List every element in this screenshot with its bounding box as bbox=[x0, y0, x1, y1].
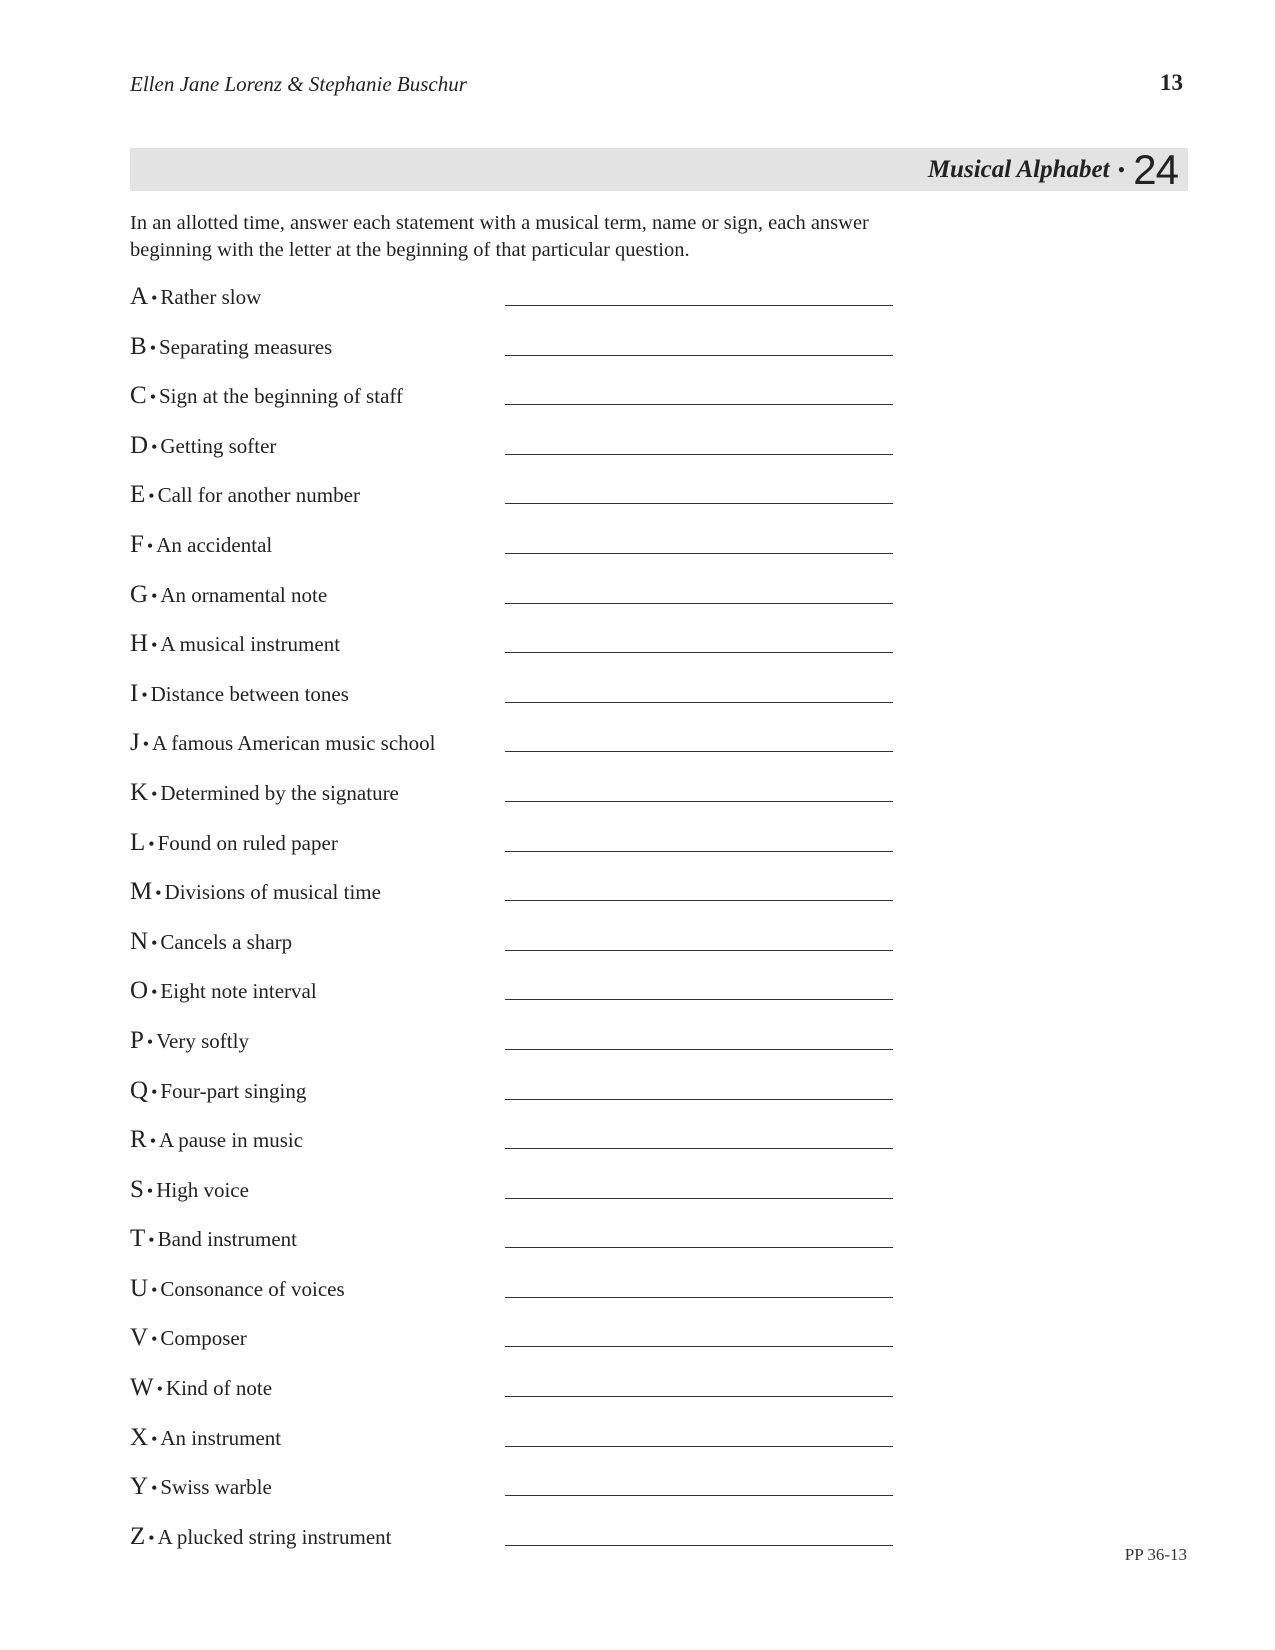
question-clue: Found on ruled paper bbox=[157, 830, 338, 855]
question-item bbox=[130, 680, 1130, 730]
question-text: Y • Swiss warble bbox=[130, 1473, 272, 1501]
question-text: L • Found on ruled paper bbox=[130, 828, 338, 856]
question-item bbox=[130, 928, 1130, 978]
question-letter: P bbox=[130, 1026, 144, 1054]
question-item bbox=[130, 333, 1130, 383]
question-letter: F bbox=[130, 530, 144, 558]
answer-line[interactable] bbox=[505, 1049, 893, 1050]
question-list bbox=[130, 283, 1130, 1572]
question-clue: An accidental bbox=[156, 532, 273, 557]
question-item bbox=[130, 1374, 1130, 1424]
exercise-number: 24 bbox=[1133, 146, 1178, 193]
question-item bbox=[130, 1077, 1130, 1127]
question-letter: M bbox=[130, 878, 153, 906]
title-bar bbox=[130, 148, 1188, 191]
question-letter: D bbox=[130, 431, 149, 459]
question-text: O • Eight note interval bbox=[130, 977, 317, 1005]
answer-line[interactable] bbox=[505, 1148, 893, 1149]
question-text: T • Band instrument bbox=[130, 1225, 297, 1253]
question-clue: Four-part singing bbox=[160, 1078, 307, 1103]
question-item bbox=[130, 1126, 1130, 1176]
question-item bbox=[130, 779, 1130, 829]
question-text: P • Very softly bbox=[130, 1026, 249, 1054]
question-item bbox=[130, 829, 1130, 879]
question-item bbox=[130, 481, 1130, 531]
page-number: 13 bbox=[1160, 70, 1183, 95]
question-clue: A musical instrument bbox=[160, 632, 341, 657]
question-text: U • Consonance of voices bbox=[130, 1274, 345, 1302]
question-letter: V bbox=[130, 1324, 149, 1352]
answer-line[interactable] bbox=[505, 1446, 893, 1447]
question-clue: Divisions of musical time bbox=[164, 880, 381, 905]
question-text: I • Distance between tones bbox=[130, 679, 349, 707]
question-clue: Composer bbox=[160, 1326, 247, 1351]
question-text: R • A pause in music bbox=[130, 1126, 304, 1154]
question-letter: Y bbox=[130, 1473, 149, 1501]
question-item bbox=[130, 1424, 1130, 1474]
question-clue: Separating measures bbox=[159, 334, 333, 359]
question-text: B • Separating measures bbox=[130, 332, 333, 360]
question-text: Z • A plucked string instrument bbox=[130, 1522, 392, 1550]
question-item bbox=[130, 977, 1130, 1027]
answer-line[interactable] bbox=[505, 404, 893, 405]
footer-code: PP 36-13 bbox=[1124, 1545, 1187, 1564]
question-clue: Very softly bbox=[156, 1028, 249, 1053]
question-item bbox=[130, 1275, 1130, 1325]
question-item bbox=[130, 729, 1130, 779]
question-letter: R bbox=[130, 1126, 147, 1154]
answer-line[interactable] bbox=[505, 999, 893, 1000]
answer-line[interactable] bbox=[505, 1396, 893, 1397]
question-item bbox=[130, 1523, 1130, 1573]
question-clue: Cancels a sharp bbox=[160, 929, 293, 954]
question-text: W • Kind of note bbox=[130, 1374, 273, 1402]
question-letter: G bbox=[130, 580, 149, 608]
question-text: H • A musical instrument bbox=[130, 630, 341, 658]
question-text: M • Divisions of musical time bbox=[130, 878, 381, 906]
answer-line[interactable] bbox=[505, 950, 893, 951]
question-letter: N bbox=[130, 927, 149, 955]
question-clue: Distance between tones bbox=[150, 681, 349, 706]
answer-line[interactable] bbox=[505, 1247, 893, 1248]
question-letter: C bbox=[130, 382, 147, 410]
page-title: Musical Alphabet bbox=[927, 155, 1110, 183]
question-item bbox=[130, 1473, 1130, 1523]
answer-line[interactable] bbox=[505, 603, 893, 604]
question-item bbox=[130, 1027, 1130, 1077]
question-letter: T bbox=[130, 1225, 146, 1253]
question-text: D • Getting softer bbox=[130, 431, 277, 459]
question-letter: J bbox=[130, 729, 140, 757]
question-clue: Band instrument bbox=[157, 1227, 297, 1252]
question-clue: A famous American music school bbox=[152, 731, 436, 756]
title-separator: • bbox=[1117, 156, 1126, 182]
question-letter: K bbox=[130, 778, 149, 806]
question-text: K • Determined by the signature bbox=[130, 778, 399, 806]
answer-line[interactable] bbox=[505, 652, 893, 653]
question-clue: Determined by the signature bbox=[160, 780, 399, 805]
question-clue: Sign at the beginning of staff bbox=[159, 384, 403, 409]
question-text: N • Cancels a sharp bbox=[130, 927, 293, 955]
answer-line[interactable] bbox=[505, 801, 893, 802]
question-letter: I bbox=[130, 679, 139, 707]
question-clue: High voice bbox=[156, 1177, 249, 1202]
question-item bbox=[130, 283, 1130, 333]
answer-line[interactable] bbox=[505, 1346, 893, 1347]
question-clue: Eight note interval bbox=[160, 979, 317, 1004]
answer-line[interactable] bbox=[505, 1297, 893, 1298]
answer-line[interactable] bbox=[505, 553, 893, 554]
question-letter: L bbox=[130, 828, 146, 856]
question-clue: Call for another number bbox=[157, 483, 360, 508]
question-item bbox=[130, 630, 1130, 680]
answer-line[interactable] bbox=[505, 355, 893, 356]
question-item bbox=[130, 1176, 1130, 1226]
answer-line[interactable] bbox=[505, 454, 893, 455]
question-text: V • Composer bbox=[130, 1324, 247, 1352]
question-item bbox=[130, 1324, 1130, 1374]
question-text: A • Rather slow bbox=[130, 283, 262, 310]
question-item bbox=[130, 432, 1130, 482]
question-letter: U bbox=[130, 1274, 149, 1302]
question-letter: Q bbox=[130, 1076, 149, 1104]
question-letter: W bbox=[130, 1374, 154, 1402]
question-text: G • An ornamental note bbox=[130, 580, 328, 608]
question-clue: Rather slow bbox=[160, 285, 262, 309]
question-item bbox=[130, 878, 1130, 928]
question-text: J • A famous American music school bbox=[130, 729, 436, 757]
question-clue: A pause in music bbox=[159, 1128, 304, 1153]
question-text: C • Sign at the beginning of staff bbox=[130, 382, 403, 410]
question-letter: X bbox=[130, 1423, 149, 1451]
question-letter: O bbox=[130, 977, 149, 1005]
question-clue: Getting softer bbox=[160, 433, 277, 458]
question-text: S • High voice bbox=[130, 1175, 249, 1203]
answer-line[interactable] bbox=[505, 1545, 893, 1546]
question-clue: Kind of note bbox=[165, 1376, 273, 1401]
question-text: E • Call for another number bbox=[130, 481, 360, 509]
question-letter: Z bbox=[130, 1522, 146, 1550]
question-text: Q • Four-part singing bbox=[130, 1076, 307, 1104]
answer-line[interactable] bbox=[505, 851, 893, 852]
question-clue: A plucked string instrument bbox=[157, 1524, 392, 1549]
question-item bbox=[130, 382, 1130, 432]
question-text: X • An instrument bbox=[130, 1423, 282, 1451]
question-letter: S bbox=[130, 1175, 144, 1203]
answer-line[interactable] bbox=[505, 1099, 893, 1100]
answer-line[interactable] bbox=[505, 305, 893, 306]
answer-line[interactable] bbox=[505, 702, 893, 703]
instructions: In an allotted time, answer each statement with a musical term, name or sign, each answer beginning with the letter at the beginning of that particular question. bbox=[130, 212, 869, 261]
title-group bbox=[928, 148, 1178, 191]
question-item bbox=[130, 1225, 1130, 1275]
question-letter: H bbox=[130, 630, 149, 658]
question-letter: A bbox=[130, 283, 149, 310]
question-letter: E bbox=[130, 481, 146, 509]
question-clue: An instrument bbox=[160, 1425, 282, 1450]
question-text: F • An accidental bbox=[130, 530, 273, 558]
question-clue: An ornamental note bbox=[160, 582, 328, 607]
answer-line[interactable] bbox=[505, 1198, 893, 1199]
question-clue: Swiss warble bbox=[160, 1475, 272, 1500]
question-letter: B bbox=[130, 332, 147, 360]
question-item bbox=[130, 531, 1130, 581]
question-clue: Consonance of voices bbox=[160, 1276, 345, 1301]
answer-line[interactable] bbox=[505, 751, 893, 752]
running-head-authors: Ellen Jane Lorenz & Stephanie Buschur bbox=[130, 72, 467, 96]
answer-line[interactable] bbox=[505, 900, 893, 901]
answer-line[interactable] bbox=[505, 1495, 893, 1496]
answer-line[interactable] bbox=[505, 503, 893, 504]
question-item bbox=[130, 581, 1130, 631]
